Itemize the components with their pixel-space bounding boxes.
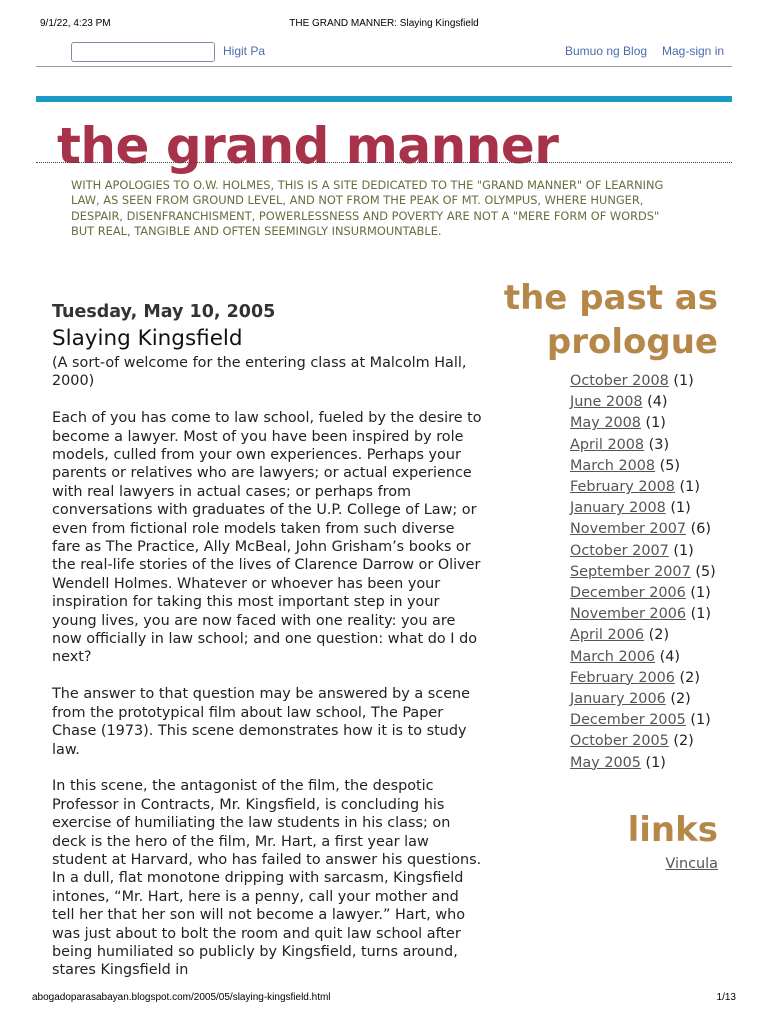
archive-item bbox=[570, 625, 730, 646]
archive-count: (1) bbox=[645, 754, 666, 771]
archive-link[interactable]: March 2008 bbox=[570, 457, 656, 474]
post-paragraph: The answer to that question may be answered by a scene from the prototypical film about law school, The Paper Chase (1973). This scene demonstrates how it is to study law. bbox=[52, 686, 471, 758]
links-heading: links bbox=[627, 810, 718, 850]
archive-count: (6) bbox=[690, 521, 712, 538]
archive-heading: the past as prologue bbox=[503, 278, 718, 362]
archive-list bbox=[570, 371, 730, 774]
print-page-number: 1/13 bbox=[716, 992, 736, 1003]
links-item bbox=[666, 856, 719, 872]
post-title: Slaying Kingsfield bbox=[52, 326, 243, 351]
archive-item bbox=[570, 519, 730, 540]
archive-count: (1) bbox=[645, 415, 666, 432]
archive-count: (5) bbox=[659, 457, 681, 474]
archive-item bbox=[570, 689, 730, 710]
archive-item bbox=[570, 753, 730, 774]
post-paragraph: In this scene, the antagonist of the film, the despotic Professor in Contracts, Mr. Kingsfield, is concluding his exercise of humiliating the law students in his class; on deck is the hero of the film, Mr. Hart, a first year law student at Harvard, who has failed to answer his questions. In a dull, flat monotone dripping with sarcasm, Kingsfield intones, “Mr. Hart, here is a penny, call your mother and tell her that her son will not become a lawyer.” Hart, who was just about to bolt the room and quit law school after being humiliated so publicly by Kingsfield, turns around, stares Kingsfield in bbox=[52, 778, 482, 979]
archive-link[interactable]: October 2008 bbox=[570, 373, 669, 389]
archive-item bbox=[570, 413, 730, 434]
archive-link[interactable]: February 2008 bbox=[570, 479, 675, 496]
archive-count: (2) bbox=[679, 669, 700, 686]
post-date: Tuesday, May 10, 2005 bbox=[52, 302, 276, 322]
archive-link[interactable]: May 2005 bbox=[570, 754, 641, 771]
navbar-divider bbox=[36, 66, 732, 67]
archive-item bbox=[570, 477, 730, 498]
create-blog-link[interactable]: Bumuo ng Blog bbox=[565, 44, 648, 58]
post-paragraph: Each of you has come to law school, fueled by the desire to become a lawyer. Most of you have been inspired by role models, culled from your own experiences. Perhaps your parents or relatives who are lawyers; or actual experience with real lawyers in actual cases; or perhaps from conversations with graduates of the U.P. College of Law; or even from fictional role models taken from such diverse fare as The Practice, Ally McBeal, John Grisham’s books or the real-life stories of the lives of Clarence Darrow or Oliver Wendell Holmes. Whatever or whoever has been your inspiration for taking this most important step in your young lives, you are now faced with one reality: you are now officially in law school; and one question: what do I do next? bbox=[52, 410, 482, 666]
archive-item bbox=[570, 604, 730, 625]
archive-link[interactable]: January 2008 bbox=[570, 500, 666, 517]
archive-item bbox=[570, 541, 730, 562]
archive-count: (2) bbox=[648, 627, 670, 644]
archive-link[interactable]: December 2005 bbox=[570, 712, 686, 729]
archive-count: (1) bbox=[690, 585, 711, 602]
link-vincula[interactable]: Vincula bbox=[665, 856, 718, 872]
archive-link[interactable]: January 2006 bbox=[570, 691, 666, 708]
archive-count: (1) bbox=[673, 373, 694, 389]
archive-link[interactable]: March 2006 bbox=[570, 648, 656, 665]
sign-in-link[interactable]: Mag-sign in bbox=[662, 44, 725, 58]
archive-link[interactable]: December 2006 bbox=[570, 585, 686, 602]
archive-count: (5) bbox=[695, 563, 716, 580]
archive-link[interactable]: October 2007 bbox=[570, 542, 669, 559]
archive-item bbox=[570, 435, 730, 456]
archive-item bbox=[570, 668, 730, 689]
blog-description: WITH APOLOGIES TO O.W. HOLMES, THIS IS A SITE DEDICATED TO THE "GRAND MANNER" OF LEARNING LAW, AS SEEN FROM GROUND LEVEL, AND NOT FROM THE PEAK OF MT. OLYMPUS, WHERE HUNGER, DESPAIR, DISENFRANCHISMENT, POWERLESSNESS AND POVERTY ARE NOT A "MERE FORM OF WORDS" BUT REAL, TANGIBLE AND OFTEN SEEMINGLY INSURMOUNTABLE. bbox=[71, 178, 664, 239]
archive-item bbox=[570, 562, 730, 583]
blog-title[interactable]: the grand manner bbox=[57, 117, 559, 175]
archive-item bbox=[570, 647, 730, 668]
archive-item bbox=[570, 456, 730, 477]
archive-link[interactable]: November 2007 bbox=[570, 521, 687, 538]
search-input[interactable] bbox=[71, 42, 215, 62]
post-subtitle: (A sort-of welcome for the entering class at Malcolm Hall, 2000) bbox=[52, 355, 467, 390]
archive-link[interactable]: April 2008 bbox=[570, 436, 645, 453]
archive-link[interactable]: June 2008 bbox=[570, 394, 643, 411]
post-body bbox=[52, 354, 484, 998]
print-url: abogadoparasabayan.blogspot.com/2005/05/slaying-kingsfield.html bbox=[32, 992, 331, 1003]
archive-item bbox=[570, 710, 730, 731]
next-blog-link[interactable]: Higit Pa bbox=[223, 44, 266, 58]
archive-count: (1) bbox=[690, 712, 711, 729]
print-datetime: 9/1/22, 4:23 PM bbox=[40, 18, 111, 29]
archive-item bbox=[570, 498, 730, 519]
print-doc-title: THE GRAND MANNER: Slaying Kingsfield bbox=[289, 18, 479, 29]
archive-item bbox=[570, 583, 730, 604]
archive-link[interactable]: February 2006 bbox=[570, 669, 675, 686]
archive-link[interactable]: April 2006 bbox=[570, 627, 645, 644]
archive-count: (3) bbox=[648, 436, 670, 453]
archive-count: (4) bbox=[647, 394, 668, 411]
header-accent-bar bbox=[36, 96, 732, 102]
archive-count: (2) bbox=[673, 733, 694, 750]
archive-link[interactable]: October 2005 bbox=[570, 733, 669, 750]
archive-count: (1) bbox=[670, 500, 691, 517]
archive-item bbox=[570, 392, 730, 413]
archive-count: (2) bbox=[670, 691, 691, 708]
links-list bbox=[666, 856, 719, 872]
archive-item bbox=[570, 371, 730, 392]
archive-link[interactable]: May 2008 bbox=[570, 415, 641, 432]
archive-count: (4) bbox=[659, 648, 681, 665]
archive-count: (1) bbox=[673, 542, 694, 559]
archive-count: (1) bbox=[679, 479, 700, 496]
archive-link[interactable]: November 2006 bbox=[570, 606, 687, 623]
archive-item bbox=[570, 731, 730, 752]
archive-link[interactable]: September 2007 bbox=[570, 563, 691, 580]
title-divider bbox=[36, 162, 732, 163]
archive-count: (1) bbox=[690, 606, 712, 623]
